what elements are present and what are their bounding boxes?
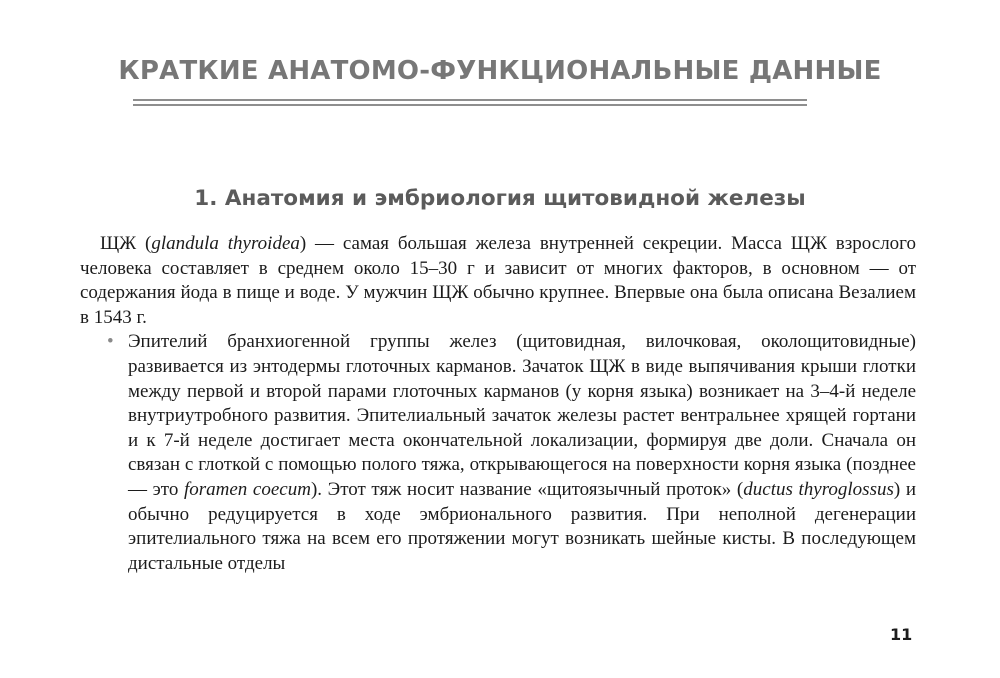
bullet-latin-term-2: ductus thyroglossus [743,478,894,500]
bullet-text-1: Эпителий бранхиогенной группы желез (щитовидная, вилочковая, околощитовидные) развивается из энтодермы глоточных карманов. Зачаток ЩЖ в виде выпячивания крыши глотки между первой и второй парами глоточных карманов (у корня языка) возникает на 3–4-й неделе внутриутробного развития. Эпителиальный зачаток железы растет вентральнее хрящей гортани и к 7-й неделе достигает места окончательной локализации, формируя две доли. Сначала он связан с глоткой с помощью полого тяжа, открывающегося на поверхности корня языка (позднее — это [128,331,916,500]
intro-latin-term: glandula thyroidea [151,233,300,254]
title-underline-lower [133,104,807,106]
section-title: 1. Анатомия и эмбриология щитовидной железы [194,186,806,211]
list-item [80,330,916,576]
page-number: 11 [890,625,913,644]
intro-text-1: ЩЖ ( [100,233,152,254]
intro-paragraph [80,232,916,330]
chapter-title: КРАТКИЕ АНАТОМО-ФУНКЦИОНАЛЬНЫЕ ДАННЫЕ [118,56,882,86]
bullet-icon: • [107,331,114,353]
bullet-text-2: ). Этот тяж носит название «щитоязычный проток» ( [310,478,744,500]
bullet-list [80,330,916,576]
body-text [80,232,916,576]
title-underline-upper [133,99,807,101]
intro-text-2: ) — самая большая железа внутренней секреции. Масса ЩЖ взрослого человека составляет в среднем около 15–30 г и зависит от многих факторов, в основном — от содержания йода в пище и воде. У мужчин ЩЖ обычно крупнее. Впервые она была описана Везалием в 1543 г. [80,233,916,328]
bullet-latin-term-1: foramen coecum [183,478,311,500]
bullet-text-3: ) и обычно редуцируется в ходе эмбрионального развития. При неполной дегенерации эпителиального тяжа на всем его протяжении могут возникать шейные кисты. В последующем дистальные отделы [128,478,916,574]
